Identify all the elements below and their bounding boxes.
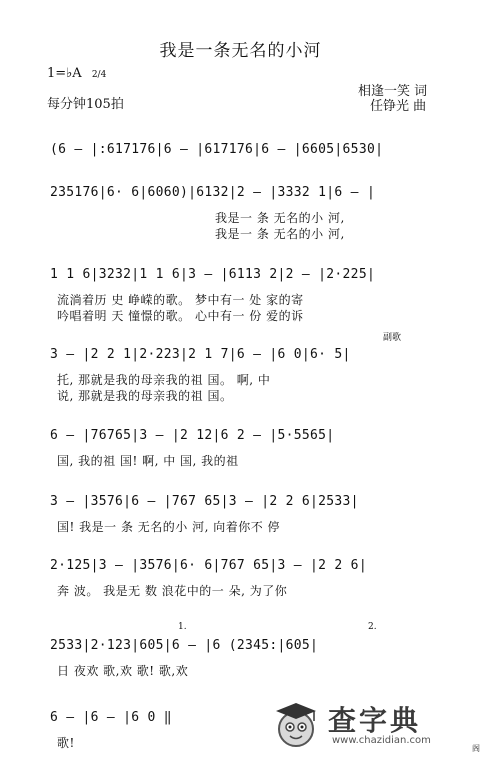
notation-row: 6 – |6 – |6 0 ‖ [50, 710, 172, 725]
notation-row: 6 – |76765|3 – |2 12|6 2 – |5·5565| [50, 428, 335, 443]
time-signature: 2/4 [91, 70, 107, 80]
notation-row: (6 – |:617176|6 – |617176|6 – |6605|6530| [50, 142, 384, 157]
chorus-label: 副歌 [383, 333, 402, 343]
lyric-line: 托, 那就是我的母亲我的祖 国。 啊, 中 [57, 373, 271, 387]
key-signature [47, 66, 106, 81]
key: 1=♭A [47, 66, 82, 81]
lyric-line: 国! 我是一 条 无名的小 河, 向着你不 停 [57, 520, 281, 534]
volta-2: 2. [368, 622, 377, 632]
lyric-line: 说, 那就是我的母亲我的祖 国。 [57, 389, 233, 403]
notation-row: 3 – |3576|6 – |767 65|3 – |2 2 6|2533| [50, 494, 359, 509]
lyric-line: 奔 波。 我是无 数 浪花中的一 朵, 为了你 [57, 584, 288, 598]
volta-1: 1. [178, 622, 187, 632]
notation-row: 2533|2·123|605|6 – |6 (2345:|605| [50, 638, 319, 653]
lyric-line: 吟唱着明 天 憧憬的歌。 心中有一 份 爱的诉 [57, 309, 304, 323]
watermark-text: 查字典 [328, 704, 422, 737]
lyricist: 相逢一笑 词 [358, 84, 428, 99]
lyric-line: 日 夜欢 歌,欢 歌! 歌,欢 [57, 664, 189, 678]
notation-row: 235176|6· 6|6060)|6132|2 – |3332 1|6 – | [50, 185, 376, 200]
watermark-url: www.chazidian.com [332, 735, 431, 746]
notation-row: 1 1 6|3232|1 1 6|3 – |6113 2|2 – |2·225| [50, 267, 376, 282]
song-title: 我是一条无名的小河 [159, 41, 322, 61]
mascot-icon [270, 697, 322, 751]
edge-mark: 阁 [472, 744, 480, 753]
lyric-line: 流淌着历 史 峥嵘的歌。 梦中有一 处 家的寄 [57, 293, 304, 307]
composer: 任铮光 曲 [370, 99, 427, 114]
lyric-line: 国, 我的祖 国! 啊, 中 国, 我的祖 [57, 454, 239, 468]
tempo: 每分钟105拍 [47, 97, 124, 112]
lyric-line: 我是一 条 无名的小 河, [215, 227, 345, 241]
notation-row: 2·125|3 – |3576|6· 6|767 65|3 – |2 2 6| [50, 558, 367, 573]
watermark [270, 697, 460, 753]
lyric-line: 我是一 条 无名的小 河, [215, 211, 345, 225]
notation-row: 3 – |2 2 1|2·223|2 1 7|6 – |6 0|6· 5| [50, 347, 351, 362]
lyric-line: 歌! [57, 736, 75, 750]
